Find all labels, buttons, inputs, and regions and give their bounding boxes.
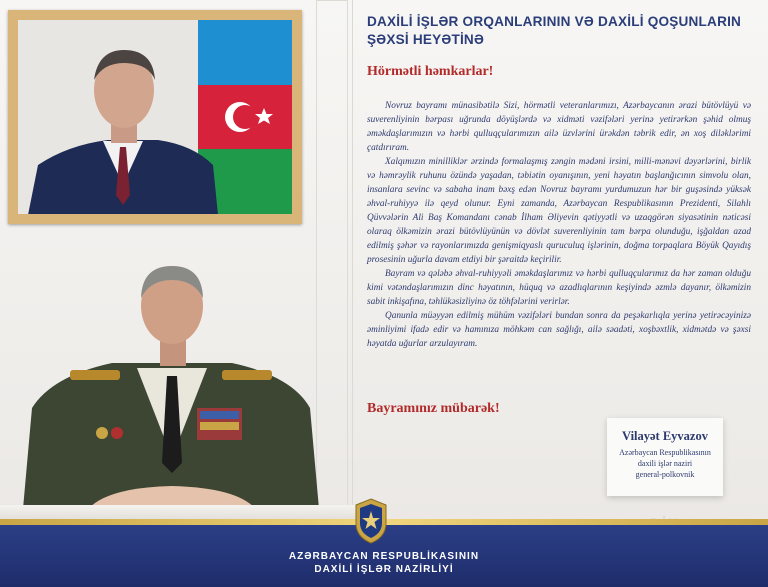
salutation: Hörmətli həmkarlar! (367, 64, 494, 79)
paragraph-1: Novruz bayramı münasibətilə Sizi, hörmətli veteranlarımızı, Azərbaycanın ərazi bütövlüyü və suverenliyinin bərpası uğrunda döyüşlərdə və xidməti vəzifələri yerinə yetirərkən şəhid olmuş əməkdaşlarımızın və hərbi qulluqçularımızın ailə üzvlərini ürəkdən təbrik edir, ən xoş diləklərimi çatdırıram. (367, 101, 751, 153)
panel-divider (352, 0, 353, 505)
heading-line-1: DAXİLİ İŞLƏR ORQANLARININ VƏ DAXİLİ QOŞUNLARIN (367, 14, 742, 29)
ministry-emblem-icon (353, 497, 389, 545)
portrait-frame (8, 10, 302, 224)
footer-line-1: AZƏRBAYCAN RESPUBLİKASININ (288, 551, 480, 562)
signature-role-line-2: daxili işlər naziri (637, 459, 693, 468)
paragraph-2: Xalqımızın minilliklər ərzində formalaşmış zəngin mədəni irsini, milli-mənəvi dəyərlərini, birlik və həmrəylik ruhunu özündə yaşadan, təbiətin oyanışının, yeni həyatın başlanğıcının simvolu olan, insanlara sevinc və sabaha inam bəxş edən Novruz bayramı yurdumuzun hər bir guşəsində yüksək əhval-ruhiyyə ilə qeyd olunur. Eyni zamanda, Azərbaycan Respublikasının Prezidenti, Silahlı Qüvvələrin Ali Baş Komandanı cənab İlham Əliyevin qətiyyətli və uzaqgörən siyasətinin nəticəsi olaraq ölkəmizin ərazi bütövlüyünün və dövlət suverenliyinin tam bərpa olunduğu, işğaldan azad edilmiş şəhər və rayonlarımızda genişmiqyaslı quruculuq işlərinin, doğma torpaqlara Böyük Qayıdış prosesinin uğurla davam etdiyi bir şəraitdə keçirilir. (367, 157, 751, 265)
letter-body (367, 99, 751, 351)
heading-line-2: ŞƏXSİ HEYƏTİNƏ (367, 32, 485, 47)
paragraph-3: Bayram və qələbə əhval-ruhiyyəli əməkdaşlarımız və hərbi qulluqçularımız da hər zaman olduğu kimi vətəndaşlarımızın dinc həyatının, hüquq və azadlıqlarının keşiyində əzmlə dayanır, ölkəmizin sabit inkişafına, təhlükəsizliyinə öz töhfələrini verirlər. (367, 269, 751, 307)
signature-card (607, 418, 723, 496)
signature-role-line-1: Azərbaycan Respublikasının (619, 448, 711, 457)
footer-line-2: DAXİLİ İŞLƏR NAZİRLİYİ (314, 564, 454, 575)
portrait-person (28, 35, 218, 214)
letter-heading (367, 13, 757, 49)
signature-role (607, 447, 723, 480)
signature-role-line-3: general-polkovnik (635, 470, 695, 479)
desk (0, 505, 360, 519)
minister-photo (22, 258, 322, 520)
portrait-photo (18, 20, 292, 214)
closing-greeting: Bayramınız mübarək! (367, 401, 500, 416)
paragraph-4: Qanunla müəyyən edilmiş mühüm vəzifələri bundan sonra da peşəkarlıqla yerinə yetirəcəyinizə əminliyimi ifadə edir və hamınıza möhkəm can sağlığı, ailə səadəti, xoşbəxtlik, xidmətdə və şəxsi həyatda uğurlar arzulayıram. (367, 311, 751, 349)
signature-name: Vilayət Eyvazov (622, 429, 708, 443)
